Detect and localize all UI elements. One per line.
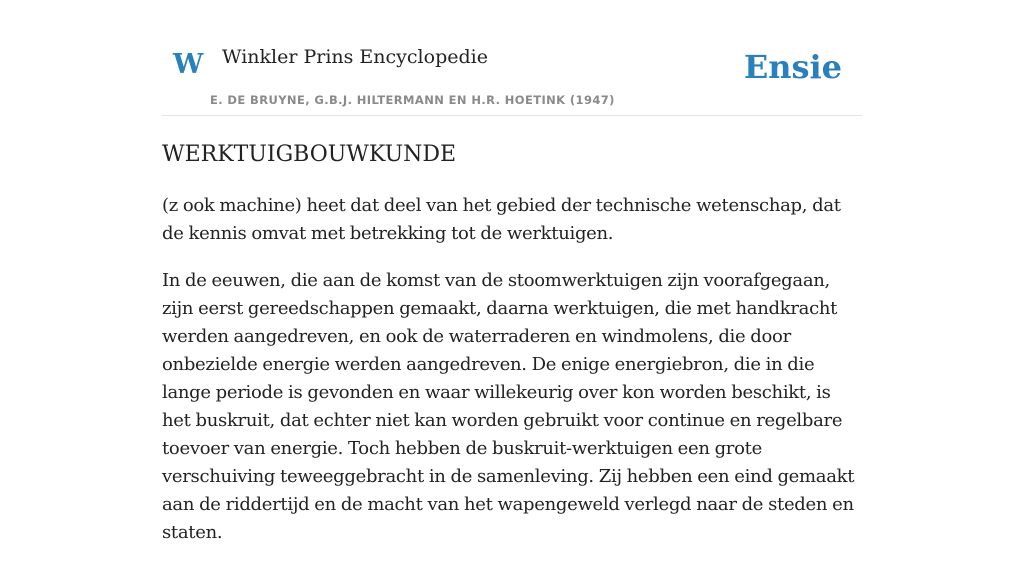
publication-title[interactable]: Winkler Prins Encyclopedie (222, 46, 488, 68)
article (162, 140, 862, 566)
article-paragraph-2: In de eeuwen, die aan de komst van de stoomwerktuigen zijn voorafgegaan, zijn eerst gereedschappen gemaakt, daarna werktuigen, die met handkracht werden aangedreven, en ook de waterraderen en windmolens, die door onbezielde energie werden aangedreven. De enige energiebron, die in die lange periode is gevonden en waar willekeurig over kon worden beschikt, is het buskruit, dat echter niet kan worden gebruikt voor continue en regelbare toevoer van energie. Toch hebben de buskruit-werktuigen een grote verschuiving teweeggebracht in de samenleving. Zij hebben een eind gemaakt aan de riddertijd en de macht van het wapengeweld verlegd naar de steden en staten. (162, 270, 855, 543)
page-header (162, 38, 862, 116)
publication-authors: E. DE BRUYNE, G.B.J. HILTERMANN EN H.R. HOETINK (1947) (210, 93, 615, 107)
w-logo-icon[interactable]: W (173, 49, 204, 80)
ensie-brand-logo[interactable]: Ensie (743, 48, 842, 86)
article-paragraph-1: (z ook machine) heet dat deel van het gebied der technische wetenschap, dat de kennis omvat met betrekking tot de werktuigen. (162, 195, 841, 244)
article-title: WERKTUIGBOUWKUNDE (162, 142, 457, 167)
